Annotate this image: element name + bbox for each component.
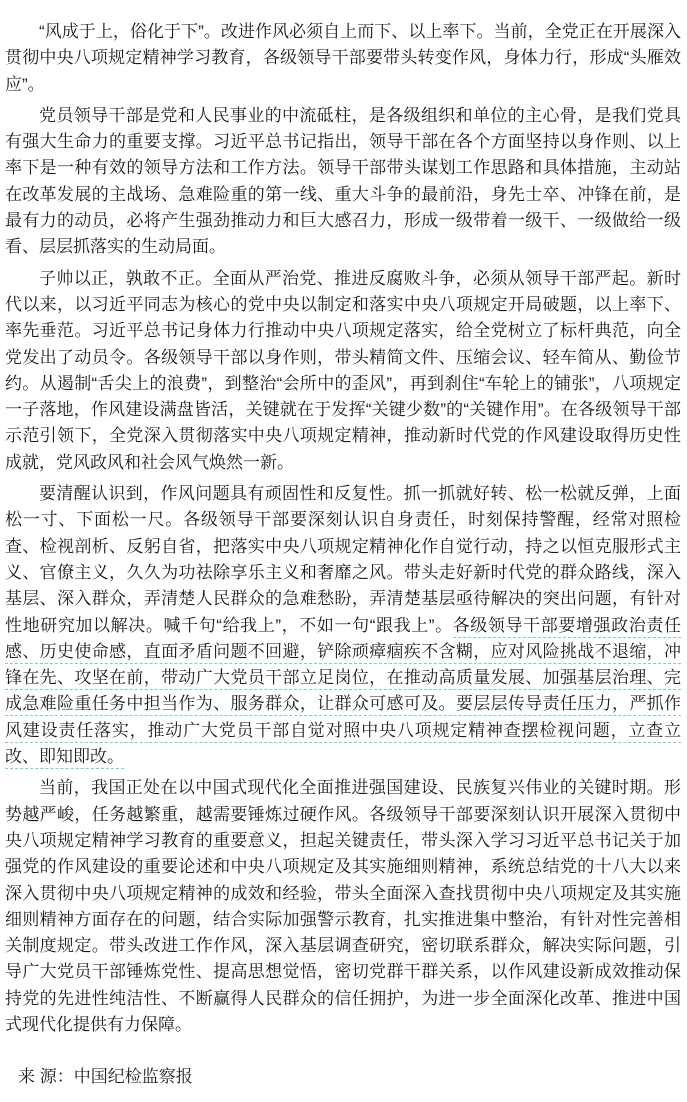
- text-run: “风成于上，俗化于下”。改进作风必须自上而下、以上率下。当前，全党正在开展深入贯彻中央八项规定精神学习教育，各级领导干部要带头转变作风，身体力行，形成“头雁效应”。: [5, 22, 681, 94]
- paragraph: [5, 266, 681, 476]
- paragraph: [5, 19, 681, 98]
- paragraph: [5, 481, 681, 770]
- text-run: 党员领导干部是党和人民事业的中流砥柱，是各级组织和单位的主心骨，是我们党具有强大生命力的重要支撑。习近平总书记指出，领导干部在各个方面坚持以身作则、以上率下是一种有效的领导方法和工作方法。领导干部带头谋划工作思路和具体措施，主动站在改革发展的主战场、急难险重的第一线、重大斗争的最前沿，身先士卒、冲锋在前，是最有力的动员，必将产生强劲推动力和巨大感召力，形成一级带着一级干、一级做给一级看、层层抓落实的生动局面。: [5, 105, 681, 257]
- text-run: 子帅以正，孰敢不正。全面从严治党、推进反腐败斗争，必须从领导干部严起。新时代以来，以习近平同志为核心的党中央以制定和落实中央八项规定开局破题，以上率下、率先垂范。习近平总书记身体力行推动中央八项规定落实，给全党树立了标杆典范，向全党发出了动员令。各级领导干部以身作则，带头精简文件、压缩会议、轻车简从、勤俭节约。从遏制“舌尖上的浪费”，到整治“会所中的歪风”，再到刹住“车轮上的铺张”，八项规定一子落地，作风建设满盘皆活，关键就在于发挥“关键少数”的“关键作用”。在各级领导干部示范引领下，全党深入贯彻落实中央八项规定精神，推动新时代党的作风建设取得历史性成就，党风政风和社会风气焕然一新。: [5, 268, 681, 472]
- text-run: 要清醒认识到，作风问题具有顽固性和反复性。抓一抓就好转、松一松就反弹，上面松一寸、下面松一尺。各级领导干部要深刻认识自身责任，时刻保持警醒，经常对照检查、检视剖析、反躬自省，把落实中央八项规定精神化作自觉行动，持之以恒克服形式主义、官僚主义，久久为功祛除享乐主义和奢靡之风。带头走好新时代党的群众路线，深入基层、深入群众，弄清楚人民群众的急难愁盼，弄清楚基层亟待解决的突出问题，有针对性地研究加以解决。喊千句“给我上”，不如一句“跟我上”。: [5, 484, 681, 635]
- paragraph: [5, 775, 681, 1038]
- paragraph: [5, 103, 681, 261]
- source-line: 来 源：中国纪检监察报: [18, 1067, 193, 1087]
- paragraph-list: [5, 19, 681, 1038]
- text-run: 当前，我国正处在以中国式现代化全面推进强国建设、民族复兴伟业的关键时期。形势越严峻，任务越繁重，越需要锤炼过硬作风。各级领导干部要深刻认识开展深入贯彻中央八项规定精神学习教育的重要意义，担起关键责任，带头深入学习习近平总书记关于加强党的作风建设的重要论述和中央八项规定及其实施细则精神，系统总结党的十八大以来深入贯彻中央八项规定精神的成效和经验，带头全面深入查找贯彻中央八项规定及其实施细则精神方面存在的问题，结合实际加强警示教育，扎实推进集中整治，有针对性完善相关制度规定。带头改进工作作风，深入基层调查研究，密切联系群众，解决实际问题，引导广大党员干部锤炼党性、提高思想觉悟，密切党群干群关系，以作风建设新成效推动保持党的先进性纯洁性、不断赢得人民群众的信任拥护，为进一步全面深化改革、推进中国式现代化提供有力保障。: [5, 778, 681, 1034]
- underlined-text-run: 各级领导干部要增强政治责任感、历史使命感，直面矛盾问题不回避，铲除顽瘴痼疾不含糊，应对风险挑战不退缩，冲锋在先、攻坚在前，带动广大党员干部立足岗位，在推动高质量发展、加强基层治理、完成急难险重任务中担当作为、服务群众，让群众可感可及。要层层传导责任压力，严抓作风建设责任落实，推动广大党员干部自觉对照中央八项规定精神查摆检视问题，立查立改、即知即改。: [5, 616, 681, 769]
